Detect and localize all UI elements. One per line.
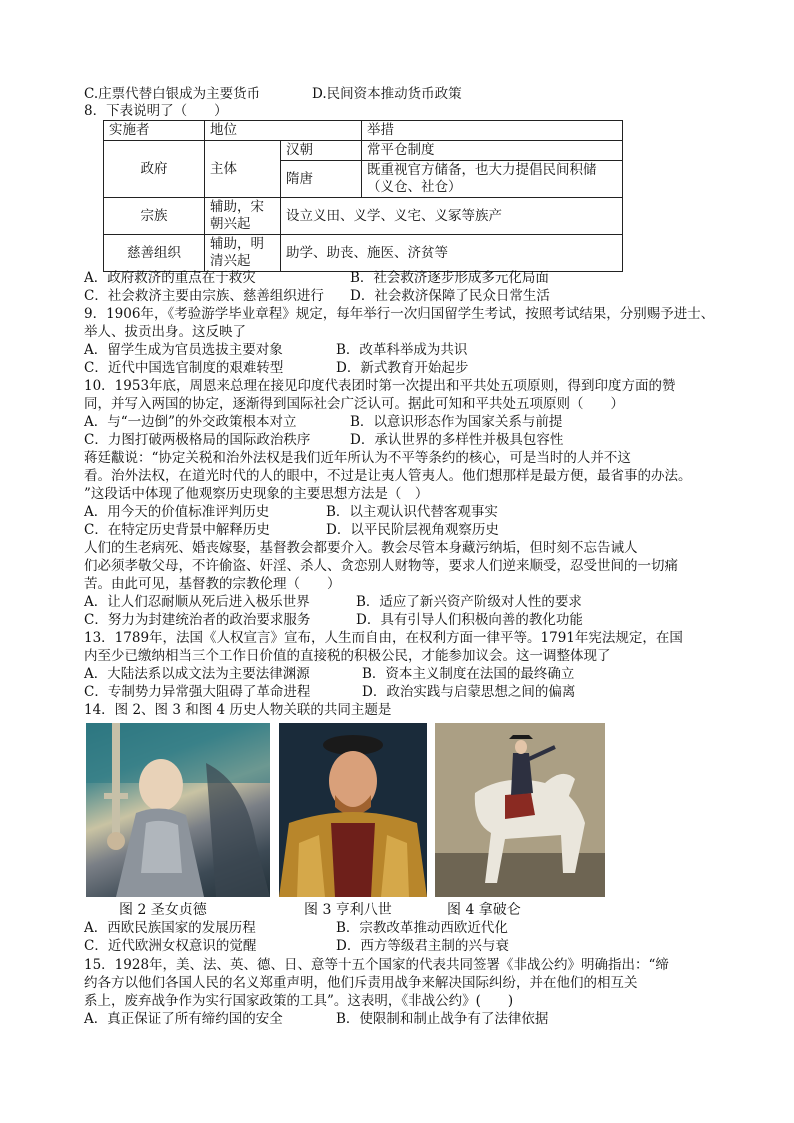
figure-4-caption: 图 4 拿破仑 [447, 902, 521, 918]
q14-option-b: B．宗教改革推动西欧近代化 [336, 920, 508, 936]
q10-option-a: A．与“一边倒”的外交政策根本对立 [84, 414, 297, 430]
q9-stem-line2: 举人、拔贡出身。这反映了 [84, 324, 246, 340]
cell-han-measure: 常平仓制度 [362, 141, 623, 161]
cell-suitang-measure-line1: 既重视官方储备，也大力提倡民间积储 [367, 162, 597, 178]
table-row [104, 235, 623, 272]
napoleon-equestrian-painting [435, 723, 605, 897]
cell-clan-status [205, 198, 281, 235]
q14-option-d: D．西方等级君主制的兴与衰 [336, 938, 509, 954]
cell-clan-status-line1: 辅助，宋 [210, 199, 264, 215]
q13-option-c: C．专制势力异常强大阻碍了革命进程 [84, 684, 311, 700]
q14-option-a: A．西欧民族国家的发展历程 [84, 920, 256, 936]
q13-option-d: D．政治实践与启蒙思想之间的偏离 [362, 684, 576, 700]
q13-option-a: A．大陆法系以成文法为主要法律渊源 [84, 666, 310, 682]
q11-stem-line1: 蒋廷黻说：“协定关税和治外法权是我们近年所认为不平等条约的核心，可是当时的人并不这 [84, 450, 631, 466]
q9-stem-line1: 9．1906年，《考验游学毕业章程》规定，每年举行一次归国留学生考试，按照考试结果，分别赐予进士、 [84, 306, 715, 322]
table-header-measure: 举措 [362, 121, 623, 141]
figure-2-caption: 图 2 圣女贞德 [119, 902, 207, 918]
q8-option-c: C．社会救济主要由宗族、慈善组织进行 [84, 288, 324, 304]
henry-viii-image [279, 723, 427, 897]
q12-option-d: D．具有引导人们积极向善的教化功能 [356, 612, 583, 628]
q8-table [103, 120, 623, 272]
q12-stem-line2: 们必须孝敬父母，不许偷盗、奸淫、杀人、贪恋别人财物等，要求人们逆来顺受，忍受世间的一切痛 [84, 558, 678, 574]
q11-option-d: D．以平民阶层视角观察历史 [326, 522, 499, 538]
cell-suitang: 隋唐 [281, 161, 362, 198]
q15-stem-line3: 系上，废弃战争作为实行国家政策的工具”。这表明，《非战公约》( ) [84, 993, 514, 1009]
q9-option-c: C．近代中国选官制度的艰难转型 [84, 360, 284, 376]
cell-government: 政府 [104, 141, 205, 198]
q12-option-b: B．适应了新兴资产阶级对人性的要求 [356, 594, 582, 610]
q11-stem-line3: ”这段话中体现了他观察历史现象的主要思想方法是（ ） [84, 486, 429, 502]
q15-stem-line2: 约各方以他们各国人民的名义郑重声明，他们斥责用战争来解决国际纠纷，并在他们的相互关 [84, 975, 638, 991]
cell-suitang-measure [362, 161, 623, 198]
q14-option-c: C．近代欧洲女权意识的觉醒 [84, 938, 257, 954]
q15-option-b: B．使限制和制止战争有了法律依据 [336, 1011, 549, 1027]
q9-option-b: B．改革科举成为共识 [336, 342, 468, 358]
q12-option-c: C．努力为封建统治者的政治要求服务 [84, 612, 311, 628]
cell-charity: 慈善组织 [104, 235, 205, 272]
table-row [104, 121, 623, 141]
cell-clan-measure: 设立义田、义学、义宅、义冢等族产 [281, 198, 623, 235]
q10-option-c: C．力图打破两极格局的国际政治秩序 [84, 432, 311, 448]
q13-option-b: B．资本主义制度在法国的最终确立 [362, 666, 575, 682]
q10-option-d: D．承认世界的多样性并极具包容性 [350, 432, 564, 448]
q10-stem-line1: 10．1953年底，周恩来总理在接见印度代表团时第一次提出和平共处五项原则，得到印度方面的赞 [84, 378, 676, 394]
table-header-status: 地位 [205, 121, 362, 141]
q10-option-b: B．以意识形态作为国家关系与前提 [350, 414, 563, 430]
cell-government-status: 主体 [205, 141, 281, 198]
q15-stem-line1: 15．1928年，美、法、英、德、日、意等十五个国家的代表共同签署《非战公约》明确指出：“缔 [84, 957, 669, 973]
table-header-implementer: 实施者 [104, 121, 205, 141]
q12-stem-line3: 苦。由此可见，基督教的宗教伦理（ ） [84, 576, 341, 592]
cell-charity-status [205, 235, 281, 272]
q12-stem-line1: 人们的生老病死、婚丧嫁娶，基督教会都要介入。教会尽管本身藏污纳垢，但时刻不忘告诫人 [84, 540, 638, 556]
q11-option-b: B．以主观认识代替客观事实 [326, 504, 498, 520]
q15-option-a: A．真正保证了所有缔约国的安全 [84, 1011, 283, 1027]
napoleon-image [435, 723, 605, 897]
table-row [104, 141, 623, 161]
q10-stem-line2: 同，并写入两国的协定，逐渐得到国际社会广泛认可。据此可知和平共处五项原则（ ） [84, 396, 624, 412]
henry-viii-portrait [279, 723, 427, 897]
cell-charity-status-line1: 辅助，明 [210, 236, 264, 252]
cell-suitang-measure-line2: （义仓、社仓） [367, 179, 462, 195]
q9-option-a: A．留学生成为官员选拔主要对象 [84, 342, 283, 358]
q12-option-a: A．让人们忍耐顺从死后进入极乐世界 [84, 594, 310, 610]
q7-option-d: D.民间资本推动货币政策 [312, 86, 462, 102]
q8-option-d: D．社会救济保障了民众日常生活 [350, 288, 550, 304]
figure-3-caption: 图 3 亨利八世 [304, 902, 392, 918]
table-row [104, 198, 623, 235]
q8-option-a: A．政府救济的重点在于救灾 [84, 270, 256, 286]
cell-charity-measure: 助学、助丧、施医、济贫等 [281, 235, 623, 272]
cell-clan: 宗族 [104, 198, 205, 235]
q11-option-a: A．用今天的价值标准评判历史 [84, 504, 270, 520]
cell-charity-status-line2: 清兴起 [210, 253, 251, 269]
joan-of-arc-illustration [86, 723, 270, 897]
cell-clan-status-line2: 朝兴起 [210, 216, 251, 232]
q8-stem: 8．下表说明了（ ） [84, 103, 228, 119]
q13-stem-line1: 13．1789年，法国《人权宣言》宣布，人生而自由，在权利方面一律平等。1791年宪法规定，在国 [84, 630, 683, 646]
q11-option-c: C．在特定历史背景中解释历史 [84, 522, 270, 538]
q14-stem: 14．图 2、图 3 和图 4 历史人物关联的共同主题是 [84, 702, 392, 718]
cell-han: 汉朝 [281, 141, 362, 161]
q7-option-c: C.庄票代替白银成为主要货币 [84, 86, 261, 102]
q11-stem-line2: 看。治外法权，在道光时代的人的眼中，不过是让夷人管夷人。他们想那样是最方便，最省事的办法。 [84, 468, 692, 484]
q13-stem-line2: 内至少已缴纳相当三个工作日价值的直接税的积极公民，才能参加议会。这一调整体现了 [84, 648, 611, 664]
q9-option-d: D．新式教育开始起步 [336, 360, 469, 376]
q8-option-b: B．社会救济逐步形成多元化局面 [350, 270, 549, 286]
joan-of-arc-image [86, 723, 270, 897]
